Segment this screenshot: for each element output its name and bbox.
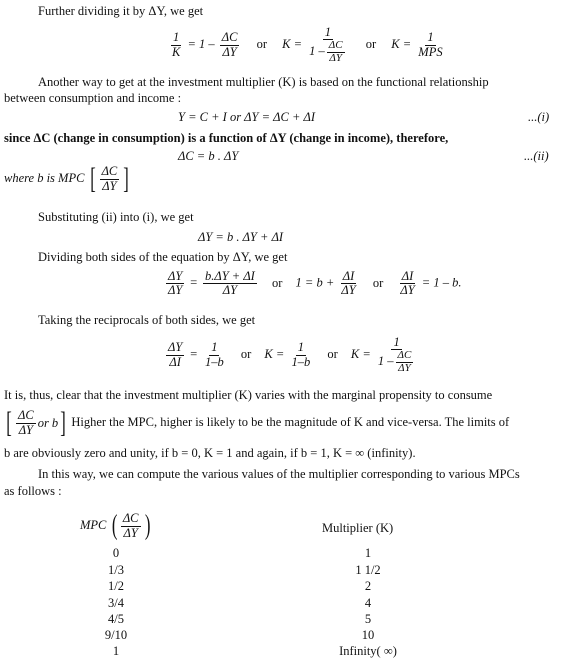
- text-line: Another way to get at the investment multiplier (K) is based on the functional relationship: [38, 75, 489, 89]
- fraction-numerator: b.ΔY + ΔI: [204, 269, 255, 283]
- text-line: between consumption and income :: [4, 91, 182, 105]
- text-line: where b is MPC: [4, 170, 85, 185]
- where-line: [4, 164, 131, 194]
- fraction-denominator: 1–b: [204, 354, 224, 369]
- fraction-denominator: ΔY: [341, 283, 356, 298]
- equation-text: or b: [37, 415, 59, 430]
- fraction-denominator: ΔY: [222, 44, 237, 59]
- fraction-numerator: ΔC: [101, 164, 118, 179]
- table-cell-k: Infinity( ∞): [339, 644, 397, 658]
- fraction-numerator: 1: [173, 30, 180, 45]
- fraction-numerator: ΔC: [122, 511, 139, 526]
- bracket-right: ]: [123, 162, 129, 195]
- paren-right: ): [144, 510, 150, 541]
- bracket-right: ]: [60, 406, 66, 439]
- table-cell-k: 10: [361, 628, 375, 642]
- text-line: Higher the MPC, higher is likely to be the magnitude of K and vice-versa. The limits of: [71, 414, 510, 429]
- equation-tag: ...(ii): [524, 149, 549, 163]
- or-word: or: [271, 275, 283, 290]
- fraction-numerator: ΔI: [401, 269, 414, 283]
- fraction-numerator: 1: [393, 335, 400, 349]
- fraction-denominator: [376, 350, 417, 374]
- equation-tag: ...(i): [528, 110, 550, 124]
- equation-text: 1 –: [309, 44, 325, 59]
- equation-text: K =: [391, 36, 412, 51]
- table-cell-k: 5: [364, 612, 372, 626]
- bracket-left: [: [89, 162, 96, 195]
- equation-divided: [164, 270, 461, 297]
- table-cell-k: 2: [364, 579, 372, 593]
- equation-text: 1 = b +: [295, 275, 335, 290]
- fraction-numerator: ΔC: [397, 349, 412, 362]
- text-line: since ΔC (change in consumption) is a function of ΔY (change in income), therefore,: [4, 131, 449, 145]
- table-cell-mpc: 0: [112, 546, 120, 560]
- or-word: or: [365, 36, 377, 51]
- fraction-numerator: ΔC: [221, 30, 238, 45]
- table-cell-k: 1: [364, 546, 372, 560]
- table-cell-mpc: 3/4: [108, 596, 124, 610]
- fraction-numerator: ΔC: [18, 408, 34, 423]
- equation-text: K =: [282, 36, 303, 51]
- equation-text: = 1 –: [187, 36, 215, 51]
- table-cell-mpc: 1/2: [108, 579, 124, 593]
- table-cell-k: 1 1/2: [355, 563, 381, 577]
- table-cell-mpc: 9/10: [104, 628, 128, 642]
- fraction-denominator: ΔY: [123, 525, 138, 540]
- or-word: or: [327, 346, 338, 361]
- equation-reciprocal: [164, 336, 419, 374]
- text-line: as follows :: [4, 484, 62, 498]
- fraction-denominator: ΔY: [18, 422, 33, 437]
- fraction-denominator: K: [172, 44, 181, 59]
- or-word: or: [240, 346, 252, 361]
- bracket-left: [: [6, 406, 12, 439]
- or-word: or: [372, 275, 384, 290]
- fraction-denominator: ΔI: [169, 354, 181, 369]
- fraction-denominator: ΔY: [222, 283, 238, 298]
- table-header-mpc: [80, 512, 152, 540]
- equation-text: = 1 – b.: [421, 275, 462, 290]
- fraction-denominator: ΔY: [398, 361, 411, 374]
- column-header: MPC: [80, 517, 107, 532]
- equation-income-identity: Y = C + I or ΔY = ΔC + ΔI: [178, 110, 316, 124]
- fraction-denominator: ΔY: [400, 283, 415, 298]
- equation-text: 1 –: [377, 354, 394, 369]
- text-line: Dividing both sides of the equation by ΔY, we get: [38, 250, 288, 264]
- fraction-numerator: 1: [427, 30, 434, 45]
- text-line: Substituting (ii) into (i), we get: [38, 210, 194, 224]
- equation-text: K =: [264, 346, 285, 361]
- fraction-numerator: 1: [211, 340, 218, 355]
- text-line: b are obviously zero and unity, if b = 0, K = 1 and again, if b = 1, K = ∞ (infinity).: [4, 446, 416, 460]
- fraction-numerator: 1: [324, 25, 331, 39]
- fraction-numerator: ΔI: [342, 269, 355, 283]
- text-line: Taking the reciprocals of both sides, we get: [38, 313, 256, 327]
- equation-text: K =: [350, 346, 371, 361]
- equation-text: =: [189, 346, 198, 361]
- column-header: Multiplier (K): [322, 521, 394, 535]
- table-cell-mpc: 1: [112, 644, 120, 658]
- fraction-denominator: 1–b: [291, 354, 311, 369]
- text-line: In this way, we can compute the various values of the multiplier corresponding to various MPCs: [38, 467, 520, 481]
- table-cell-k: 4: [364, 596, 372, 610]
- table-cell-mpc: 4/5: [108, 612, 124, 626]
- fraction-denominator: [307, 40, 348, 64]
- fraction-denominator: ΔY: [102, 178, 117, 193]
- fraction-denominator: ΔY: [329, 51, 342, 64]
- fraction-numerator: ΔY: [168, 269, 183, 283]
- text-line: It is, thus, clear that the investment multiplier (K) varies with the marginal propensity to consume: [4, 388, 493, 402]
- equation-substituted: ΔY = b . ΔY + ΔI: [198, 230, 284, 244]
- fraction-numerator: ΔC: [328, 39, 343, 52]
- equation-text: =: [189, 275, 198, 290]
- text-line-bracketed: [4, 408, 509, 438]
- fraction-denominator: MPS: [418, 44, 443, 59]
- paren-left: (: [111, 510, 117, 541]
- fraction-denominator: ΔY: [168, 283, 183, 298]
- fraction-numerator: 1: [297, 340, 304, 355]
- equation-multiplier-mps: [168, 26, 447, 64]
- or-word: or: [256, 36, 268, 51]
- table-cell-mpc: 1/3: [108, 563, 124, 577]
- text-line: Further dividing it by ΔY, we get: [38, 4, 204, 18]
- fraction-numerator: ΔY: [168, 340, 183, 355]
- equation-consumption: ΔC = b . ΔY: [178, 149, 239, 163]
